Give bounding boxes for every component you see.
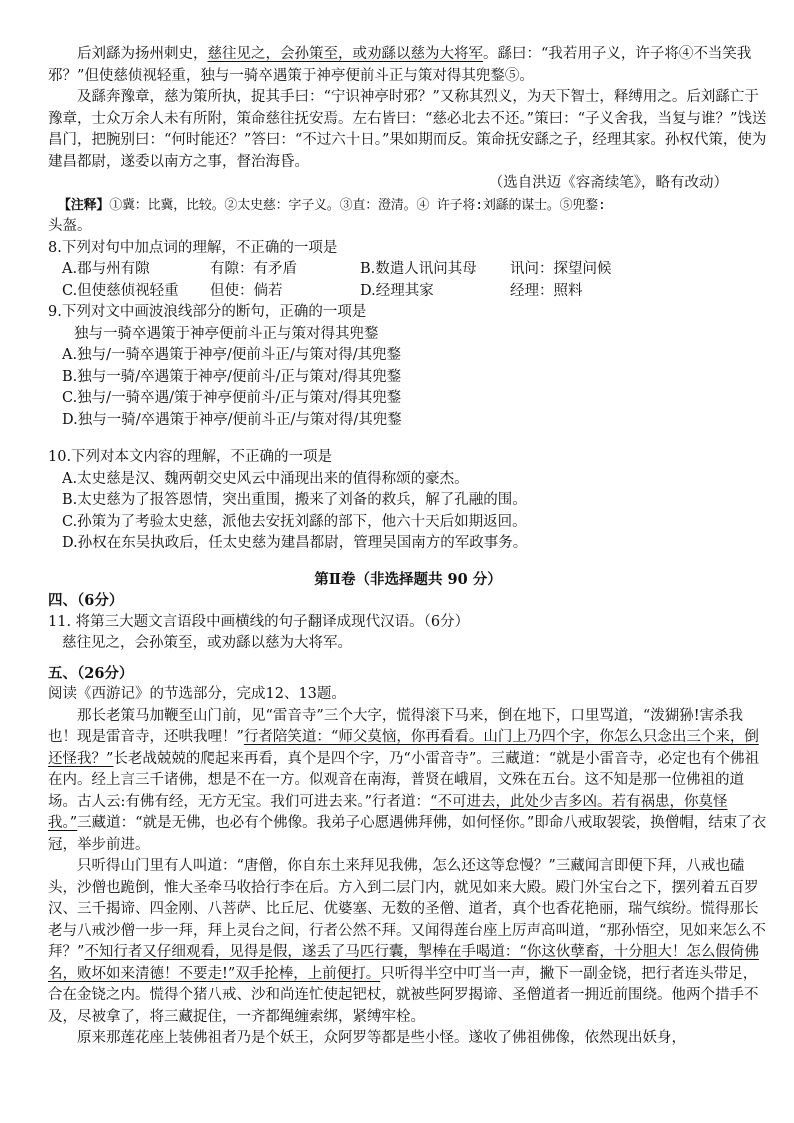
passage-paragraph-1: 后刘繇为扬州刺史，慈往见之，会孙策至，或劝繇以慈为大将军。繇曰：“我若用子义，许子将④不当笑我邪？”但使慈侦视轻重，独与一骑卒遇策于神亭便前斗正与策对得其兜鍪⑤。 [48,46,752,84]
section-5-intro: 阅读《西游记》的节选部分，完成12、13题。 [48,686,346,702]
passage-paragraph-2: 及繇奔豫章，慈为策所执，捉其手曰：“宁识神亭时邪？”又称其烈义，为天下智士，释缚用之。后刘繇亡于豫章，士众万余人未有所附，策命慈往抚安焉。左右皆曰：“慈必北去不还。”策曰：“子义舍我，当复与谁？”饯送昌门，把腕别曰：“何时能还？”答曰：“不过六十日。”果如期而反。策命抚安繇之子，经理其家。孙权代策，使为建昌都尉，遂委以南方之事，督治海昏。 [48,89,767,170]
passage-source: （选自洪迈《容斋续笔》，略有改动） [488,175,728,191]
q8-options-ab: A.郡与州有隙 有隙：有矛盾 B.数遣人讯问其母 讯问：探望问候 [62,259,768,281]
novel-paragraph-3: 原来那莲花座上装佛祖者乃是个妖王，众阿罗等都是些小怪。遂收了佛祖佛像，依然现出妖身， [77,1030,686,1046]
q9-option-c: C.独与/一骑卒遇/策于神亭便前斗/正与策对/得其兜鍪 [62,390,402,406]
q8-option-b: B.数遣人讯问其母 [360,261,477,277]
q8-options-cd: C.但使慈侦视轻重 但使：倘若 D.经理其家 经理：照料 [62,281,768,303]
q10-option-a: A.太史慈是汉、魏两朝交史风云中涌现出来的值得称颂的豪杰。 [62,470,469,487]
novel-paragraph-2: 只听得山门里有人叫道：“唐僧，你自东土来拜见我佛，怎么还这等怠慢？”三藏闻言即便下拜，八戒也磕头，沙僧也跪倒，惟大圣牵马收拾行李在后。方入到二层门内，就见如来大殿。殿门外宝台之下，摆列着五百罗汉、三千揭谛、四金刚、八菩萨、比丘尼、优婆塞、无数的圣僧、道者，真个也香花艳丽，瑞气缤纷。慌得那长老与八戒沙僧一步一拜，拜上灵台之间，行者公然不拜。又闻得莲台座上厉声高叫道，“那孙悟空，见如来怎么不拜？”不知行者又仔细观看，见得是假，遂丢了马匹行囊，掣棒在手喝道：“你这伙孽畜，十分胆大！怎么假倚佛名，败坏如来清德！不要走!”双手抡棒，上前便打。只听得半空中叮当一声，撇下一副金铙，把行者连头带足，合在金铙之内。慌得个猪八戒、沙和尚连忙使起钯杖，就被些阿罗揭谛、圣僧道者一拥近前围绕。他两个措手不及，尽被拿了，将三藏捉住，一齐都绳缠索绑，紧缚牢栓。 [48,858,766,1025]
q10-option-c: C.孙策为了考验太史慈，派他去安抚刘繇的部下，他六十天后如期返回。 [62,513,527,530]
underlined-quote-3: 不知行者又仔细观看，见得是假，遂丢了马匹行囊，掣棒在手喝道：“你这伙孽畜，十分胆大！怎么假倚佛名，败坏如来清德！不要走!”双手抡棒，上前便打。 [48,944,759,982]
q10-option-b: B.太史慈为了报答恩情，突出重围，搬来了刘备的救兵，解了孔融的围。 [62,492,527,508]
underlined-quote-2: “不可进去，此处少吉多凶。若有祸患，你莫怪我。” [48,793,728,831]
q10-option-d: D.孙权在东吴执政后，任太史慈为建昌都尉，管理吴国南方的军政事务。 [62,535,528,551]
annotation-note: 【注释】①冀：比冀，比较。②太史慈：字子义。③直：澄清。④ 许子将:刘繇的谋士。⑤兜鍪: [58,197,606,213]
q9-stem: 9.下列对文中画波浪线部分的断句，正确的一项是 [48,304,367,320]
q10-stem: 10.下列对本文内容的理解，不正确的一项是 [48,449,333,465]
annotation-note-cont: 头盔。 [48,218,92,234]
translation-target-sentence: 慈往见之，会孙策至，或劝繇以慈为大将军 [207,46,483,62]
underlined-quote-1: 行者陪笑道：“师父莫恼，你再看看。山门上乃四个字，你怎么只念出三个来，倒还怪我？” [48,729,759,767]
q8-option-d: D.经理其家 [360,282,434,299]
exam-page [48,44,768,1050]
part-two-title: 第Ⅱ卷（非选择题共 90 分） [314,570,502,588]
novel-paragraph-1: 那长老策马加鞭至山门前，见“雷音寺”三个大字，慌得滚下马来，倒在地下，口里骂道，“泼猢狲!害杀我也！现是雷音寺，还哄我哩！”行者陪笑道：“师父莫恼，你再看看。山门上乃四个字，你怎么只念出三个来，倒还怪我？”长老战兢兢的爬起来再看，真个是四个字，乃“小雷音寺”。三藏道：“就是小雷音寺，必定也有个佛祖在内。经上言三千诸佛，想是不在一方。似观音在南海，普贤在峨眉，文殊在五台。这不知是那一位佛祖的道场。古人云:有佛有经，无方无宝。我们可进去来。”行者道：“不可进去，此处少吉多凶。若有祸患，你莫怪我。”三藏道：“就是无佛，也必有个佛像。我弟子心愿遇佛拜佛，如何怪你。”即命八戒取袈裟，换僧帽，结束了衣冠，举步前进。 [48,707,767,853]
q9-option-a: A.独与/一骑卒遇策于神亭/便前斗正/与策对得/其兜鍪 [62,347,402,363]
section-4-heading: 四、（6分） [48,592,124,609]
q11-sentence: 慈往见之，会孙策至，或劝繇以慈为大将军。 [62,635,352,651]
q8-stem: 8.下列对句中加点词的理解，不正确的一项是 [48,239,338,256]
q9-sentence: 独与一骑卒遇策于神亭便前斗正与策对得其兜鍪 [74,325,379,342]
q8-option-c: C.但使慈侦视轻重 [62,282,179,299]
q9-option-d: D.独与一骑/卒遇策于神亭/便前斗正/与策对得/其兜鍪 [62,411,402,428]
q9-option-b: B.独与一骑/卒遇策于神亭/便前斗/正与策对/得其兜鍪 [62,368,402,385]
q8-option-a: A.郡与州有隙 [62,261,150,277]
section-5-heading: 五、（26分） [48,664,134,682]
q11-stem: 11. 将第三大题文言语段中画横线的句子翻译成现代汉语。（6分） [48,613,470,630]
